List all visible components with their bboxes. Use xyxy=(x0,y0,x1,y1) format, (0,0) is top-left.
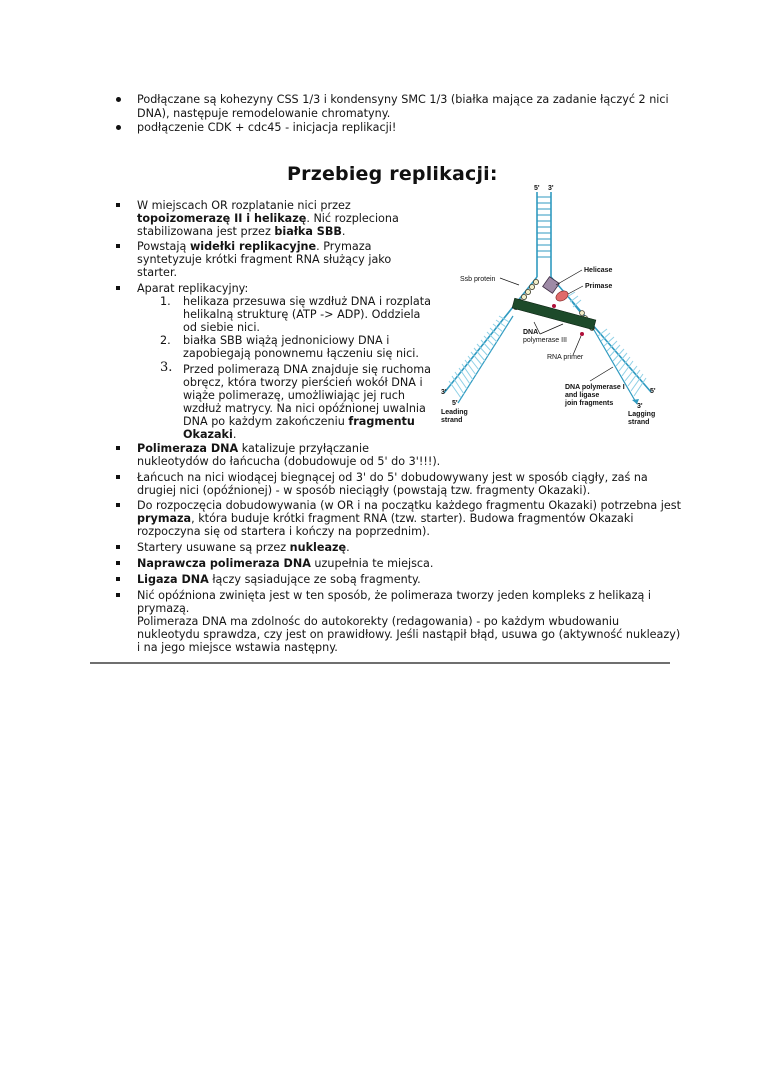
bullet-square xyxy=(116,503,120,507)
intro-bullet-1-line-2: DNA), następuje remodelowanie chromatyny. xyxy=(137,107,391,120)
sub-2-line-2: zapobiegają ponownemu łączeniu się nici. xyxy=(183,347,419,360)
label-helicase: Helicase xyxy=(584,267,613,274)
label-rna-primer: RNA primer xyxy=(547,354,584,361)
label-right-5-prime: 5' xyxy=(650,388,656,395)
step-7 xyxy=(137,541,350,554)
bullet-square xyxy=(116,244,120,248)
sub-3-line-6 xyxy=(183,428,236,441)
label-lagging-line2: strand xyxy=(628,419,650,426)
bullet-square xyxy=(116,475,120,479)
parental-dna-duplex xyxy=(537,192,551,277)
step-1-line-2 xyxy=(137,212,399,225)
step-6-line-2 xyxy=(137,512,633,525)
label-top-3-prime: 3' xyxy=(548,185,554,192)
sub-number: 1. xyxy=(160,295,171,308)
step-10-line-3: Polimeraza DNA ma zdolnośc do autokorekty (redagowania) - po każdym wbudowaniu xyxy=(137,615,620,628)
step-2-line-1 xyxy=(137,240,371,253)
sub-number: 2. xyxy=(160,334,171,347)
step-2-line-2: syntetyzuje krótki fragment RNA służący jako xyxy=(137,253,392,266)
step-1-line-1: W miejscach OR rozplatanie nici przez xyxy=(137,199,351,212)
step-10-line-1: Nić opóźniona zwinięta jest w ten sposób, że polimeraza tworzy jeden kompleks z helikazą i xyxy=(137,589,652,602)
bullet-square xyxy=(116,446,120,450)
bullet-square xyxy=(116,545,120,549)
step-5-line-1: Łańcuch na nici wiodącej biegnącej od 3' do 5' dobudowywany jest w sposób ciągły, zaś na xyxy=(137,471,648,484)
helicase-shape xyxy=(543,277,560,294)
bold-term: fragmentu xyxy=(348,415,415,428)
text: Powstają xyxy=(137,240,190,253)
bold-term: prymaza xyxy=(137,512,192,525)
step-6-line-1: Do rozpoczęcia dobudowywania (w OR i na początku każdego fragmentu Okazaki) potrzebna jest xyxy=(137,499,682,512)
sub-1-line-1: helikaza przesuwa się wzdłuż DNA i rozplata xyxy=(183,295,431,308)
text: . xyxy=(341,225,346,238)
bold-term: nukleazę xyxy=(289,541,347,554)
bold-term: Naprawcza polimeraza DNA xyxy=(137,557,311,570)
label-ssb-protein: Ssb protein xyxy=(460,276,496,283)
label-top-5-prime: 5' xyxy=(534,185,540,192)
step-10-line-4: nukleotydu sprawdza, czy jest on prawidłowy. Jeśli nastąpił błąd, usuwa go (aktywność nukleazy) xyxy=(137,628,681,641)
horizontal-rule xyxy=(90,662,670,664)
text: uzupełnia te miejsca. xyxy=(310,557,434,570)
sub-1-line-2: helikalną strukturę (ATP -> ADP). Oddziela xyxy=(183,308,421,321)
step-6-line-3: rozpoczyna się od startera i kończy na poprzednim). xyxy=(137,525,430,538)
label-left-3-prime: 3' xyxy=(441,389,447,396)
step-2-line-3: starter. xyxy=(137,266,178,279)
label-right-3-prime: 3' xyxy=(637,403,643,410)
bullet-square xyxy=(116,286,120,290)
intro-bullet-1-line-1: Podłączane są kohezyny CSS 1/3 i kondensyny SMC 1/3 (białka mające za zadanie łączyć 2 nici xyxy=(137,93,669,106)
text: . Nić rozpleciona xyxy=(306,212,399,225)
bold-term: Polimeraza DNA xyxy=(137,442,239,455)
bullet-square xyxy=(116,593,120,597)
step-4-line-1 xyxy=(137,442,369,455)
bullet-dot xyxy=(116,125,121,130)
label-pol1-line2: and ligase xyxy=(565,392,600,399)
text: . Prymaza xyxy=(316,240,372,253)
text: stabilizowana jest przez xyxy=(137,225,275,238)
bold-term: widełki replikacyjne xyxy=(189,240,317,253)
bullet-dot xyxy=(116,97,121,102)
text: . xyxy=(346,541,350,554)
label-pol3-line1: DNA xyxy=(523,329,539,336)
label-left-5-prime: 5' xyxy=(452,400,458,407)
sub-3-line-3: wiąże polimerazę, umożliwiając jej ruch xyxy=(183,389,405,402)
text: katalizuje przyłączanie xyxy=(238,442,369,455)
step-9 xyxy=(137,573,421,586)
bold-term: Okazaki xyxy=(183,428,233,441)
sub-1-line-3: od siebie nici. xyxy=(183,321,260,334)
sub-number: 3. xyxy=(160,360,173,375)
rna-primer-dot xyxy=(580,332,584,336)
intro-bullet-2: podłączenie CDK + cdc45 - inicjacja replikacji! xyxy=(137,121,397,134)
text: , która buduje krótki fragment RNA (tzw. starter). Budowa fragmentów Okazaki xyxy=(191,512,634,525)
sub-2-line-1: białka SBB wiążą jednoniciowy DNA i xyxy=(183,334,390,347)
label-pol1-line1: DNA polymerase I xyxy=(565,384,625,391)
label-primase: Primase xyxy=(585,283,613,290)
label-leading-line2: strand xyxy=(441,417,463,424)
bullet-square xyxy=(116,561,120,565)
label-lagging-line1: Lagging xyxy=(628,411,656,418)
text: łączy sąsiadujące ze sobą fragmenty. xyxy=(208,573,421,586)
text: DNA po każdym zakończeniu xyxy=(183,415,349,428)
step-1-line-3 xyxy=(137,225,345,238)
sub-3-line-4: wzdłuż matrycy. Na nici opóźnionej uwalnia xyxy=(183,402,426,415)
bold-term: białka SBB xyxy=(274,225,342,238)
section-title: Przebieg replikacji: xyxy=(287,163,498,185)
bullet-square xyxy=(116,203,120,207)
step-5-line-2: drugiej nici (opóźnionej) - w sposób nieciągły (powstają tzw. fragmenty Okazaki). xyxy=(137,484,591,497)
label-pol1-line3: join fragments xyxy=(565,400,614,407)
step-10-line-5: i na jego miejsce wstawia następny. xyxy=(137,641,338,654)
step-8 xyxy=(137,557,433,570)
text: . xyxy=(232,428,237,441)
step-3-label: Aparat replikacyjny: xyxy=(137,282,249,295)
sub-3-line-5 xyxy=(183,415,415,428)
step-4-line-2: nukleotydów do łańcucha (dobudowuje od 5' do 3'!!!). xyxy=(137,455,441,468)
primase-shape xyxy=(554,289,570,303)
rna-primer-dot xyxy=(552,304,556,308)
text: Startery usuwane są przez xyxy=(137,541,290,554)
step-10-line-2: prymazą. xyxy=(137,602,190,615)
bullet-square xyxy=(116,577,120,581)
bold-term: Ligaza DNA xyxy=(137,573,209,586)
sub-3-line-1: Przed polimerazą DNA znajduje się ruchoma xyxy=(183,363,432,376)
bold-term: topoizomerazę II i helikazę xyxy=(137,212,307,225)
sub-3-line-2: obręcz, która tworzy pierścień wokół DNA i xyxy=(183,376,423,389)
label-pol3-line2: polymerase III xyxy=(523,337,567,344)
replication-fork-diagram xyxy=(430,180,670,430)
label-leading-line1: Leading xyxy=(441,409,468,416)
